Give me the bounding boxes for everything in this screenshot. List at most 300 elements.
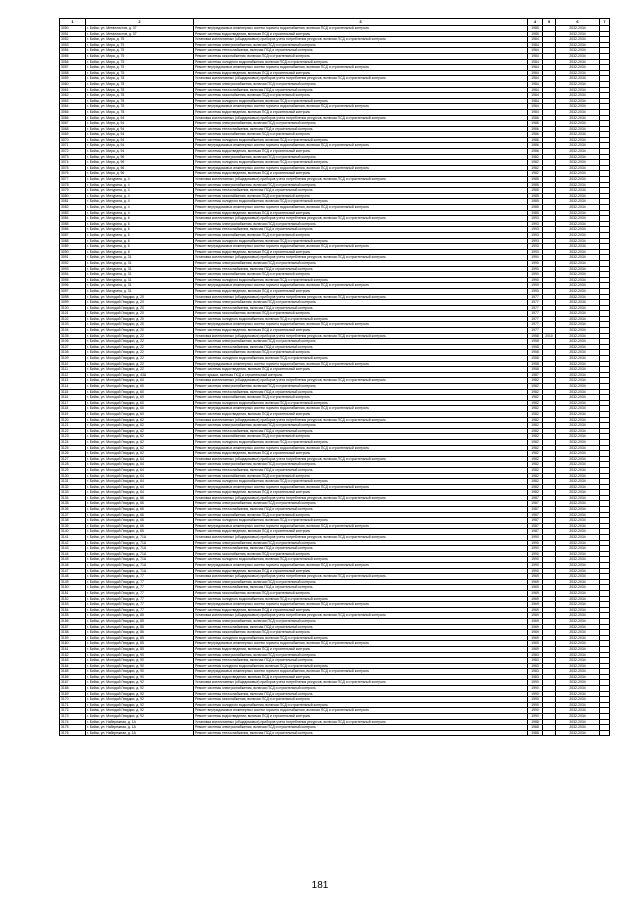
year-built-cell: 1982 bbox=[528, 411, 543, 417]
work-type-cell: Установка коллективных (общедомовых) приборов учета потребления ресурсов, включая ПСД и строительный контроль bbox=[194, 378, 528, 384]
year-built-cell: 1985 bbox=[528, 182, 543, 188]
address-cell: г. Бийск, ул. Молодой Гвардии, д. 62 bbox=[86, 428, 194, 434]
work-type-cell: Ремонт системы теплоснабжения, включая ПСД и строительный контроль bbox=[194, 428, 528, 434]
work-type-cell: Ремонт системы электроснабжения, включая ПСД и строительный контроль bbox=[194, 423, 528, 429]
work-type-cell: Ремонт внутридомовых инженерных систем горячего водоснабжения, включая ПСД и строительный контроль bbox=[194, 283, 528, 289]
address-cell: г. Бийск, ул. Молодой Гвардии, д. 62 bbox=[86, 451, 194, 457]
work-type-cell: Ремонт системы теплоснабжения, включая ПСД и строительный контроль bbox=[194, 730, 528, 736]
planned-period-cell: 2032-2034 bbox=[556, 149, 600, 155]
year-built-cell: 1990 bbox=[528, 691, 543, 697]
year-built-cell: 1990 bbox=[528, 277, 543, 283]
year-built-cell: 1982 bbox=[528, 165, 543, 171]
address-cell: г. Бийск, ул. Молодой Гвардии, д. 62 bbox=[86, 423, 194, 429]
year-built-cell: 1990 bbox=[528, 686, 543, 692]
address-cell: г. Бийск, ул. Молодой Гвардии, д. 85 bbox=[86, 613, 194, 619]
planned-period-cell: 2032-2034 bbox=[556, 177, 600, 183]
row-number-cell: 3136 bbox=[60, 507, 86, 513]
work-type-cell: Ремонт системы теплоснабжения, включая ПСД и строительный контроль bbox=[194, 585, 528, 591]
row-number-cell: 3112 bbox=[60, 372, 86, 378]
year-built-cell: 1984 bbox=[528, 104, 543, 110]
planned-period-cell: 2032-2034 bbox=[556, 719, 600, 725]
planned-period-cell: 2032-2034 bbox=[556, 333, 600, 339]
row-number-cell: 3056 bbox=[60, 59, 86, 65]
address-cell: г. Бийск, ул. Молодой Гвардии, д. 60 bbox=[86, 400, 194, 406]
work-type-cell: Ремонт системы электроснабжения, включая ПСД и строительный контроль bbox=[194, 81, 528, 87]
planned-period-cell: 2032-2034 bbox=[556, 529, 600, 535]
work-type-cell: Ремонт внутридомовых инженерных систем горячего водоснабжения, включая ПСД и строительный контроль bbox=[194, 65, 528, 71]
address-cell: г. Бийск, ул. Молодой Гвардии, д. 64 bbox=[86, 473, 194, 479]
work-type-cell: Установка коллективных (общедомовых) приборов учета потребления ресурсов, включая ПСД и строительный контроль bbox=[194, 216, 528, 222]
planned-period-cell: 2032-2034 bbox=[556, 512, 600, 518]
year-built-cell: 1958 bbox=[528, 350, 543, 356]
work-type-cell: Ремонт системы газоснабжения, включая ПСД и строительный контроль bbox=[194, 93, 528, 99]
address-cell: г. Бийск, ул. Молодой Гвардии, д. 64 bbox=[86, 484, 194, 490]
planned-period-cell: 2032-2034 bbox=[556, 109, 600, 115]
work-type-cell: Ремонт системы электроснабжения, включая ПСД и строительный контроль bbox=[194, 384, 528, 390]
address-cell: г. Бийск, ул. Мира, д. 94 bbox=[86, 132, 194, 138]
row-number-cell: 3146 bbox=[60, 563, 86, 569]
row-number-cell: 3086 bbox=[60, 227, 86, 233]
work-type-cell: Ремонт системы теплоснабжения, включая ПСД и строительный контроль bbox=[194, 624, 528, 630]
planned-period-cell: 2032-2034 bbox=[556, 635, 600, 641]
planned-period-cell: 2032-2034 bbox=[556, 378, 600, 384]
planned-period-cell: 2032-2034 bbox=[556, 400, 600, 406]
address-cell: г. Бийск, ул. Мира, д. 94 bbox=[86, 143, 194, 149]
planned-period-cell: 2032-2034 bbox=[556, 249, 600, 255]
planned-period-cell: 2032-2034 bbox=[556, 367, 600, 373]
address-cell: г. Бийск, ул. Молодой Гвардии, д. 22 bbox=[86, 333, 194, 339]
address-cell: г. Бийск, ул. Молодой Гвардии, д. 77 bbox=[86, 590, 194, 596]
work-type-cell: Установка коллективных (общедомовых) приборов учета потребления ресурсов, включая ПСД и строительный контроль bbox=[194, 574, 528, 580]
planned-period-cell: 2032-2034 bbox=[556, 439, 600, 445]
year-built-cell: 1986 bbox=[528, 126, 543, 132]
year-built-cell: 1986 bbox=[528, 132, 543, 138]
year-built-cell: 1987 bbox=[528, 512, 543, 518]
row-number-cell: 3159 bbox=[60, 635, 86, 641]
row-number-cell: 3073 bbox=[60, 154, 86, 160]
year-built-cell: 1969 bbox=[528, 574, 543, 580]
work-type-cell: Ремонт системы электроснабжения, включая ПСД и строительный контроль bbox=[194, 121, 528, 127]
address-cell: г. Бийск, ул. Мира, д. 96 bbox=[86, 165, 194, 171]
page-number: 181 bbox=[311, 880, 329, 891]
row-number-cell: 3117 bbox=[60, 400, 86, 406]
work-type-cell: Ремонт системы холодного водоснабжения, включая ПСД и строительный контроль bbox=[194, 439, 528, 445]
row-number-cell: 3175 bbox=[60, 725, 86, 731]
year-built-cell: 1987 bbox=[528, 495, 543, 501]
address-cell: г. Бийск, ул. Молодой Гвардии, д. 20 bbox=[86, 316, 194, 322]
year-built-cell: 1982 bbox=[528, 434, 543, 440]
row-number-cell: 3093 bbox=[60, 266, 86, 272]
work-type-cell: Ремонт системы теплоснабжения, включая ПСД и строительный контроль bbox=[194, 48, 528, 54]
address-cell: г. Бийск, ул. Молодой Гвардии, д. 85 bbox=[86, 618, 194, 624]
address-cell: г. Бийск, ул. Мира, д. 94 bbox=[86, 149, 194, 155]
work-type-cell: Ремонт системы холодного водоснабжения, включая ПСД и строительный контроль bbox=[194, 59, 528, 65]
address-cell: г. Бийск, ул. Молодой Гвардии, д. 71А bbox=[86, 557, 194, 563]
planned-period-cell: 2032-2034 bbox=[556, 121, 600, 127]
year-built-cell: 1969 bbox=[528, 579, 543, 585]
address-cell: г. Бийск, ул. Мичурина, д. 4 bbox=[86, 205, 194, 211]
work-type-cell: Ремонт системы электроснабжения, включая ПСД и строительный контроль bbox=[194, 652, 528, 658]
work-type-cell: Установка коллективных (общедомовых) приборов учета потребления ресурсов, включая ПСД и строительный контроль bbox=[194, 255, 528, 261]
planned-period-cell: 2032-2034 bbox=[556, 171, 600, 177]
planned-period-cell: 2032-2034 bbox=[556, 607, 600, 613]
planned-period-cell: 2032-2034 bbox=[556, 227, 600, 233]
address-cell: г. Бийск, ул. Молодой Гвардии, д. 92 bbox=[86, 714, 194, 720]
work-type-cell: Ремонт системы электроснабжения, включая ПСД и строительный контроль bbox=[194, 154, 528, 160]
year-built-cell: 1982 bbox=[528, 171, 543, 177]
work-type-cell: Ремонт внутридомовых инженерных систем горячего водоснабжения, включая ПСД и строительный контроль bbox=[194, 602, 528, 608]
row-number-cell: 3122 bbox=[60, 428, 86, 434]
year-built-cell: 1987 bbox=[528, 518, 543, 524]
address-cell: г. Бийск, ул. Молодой Гвардии, д. 77 bbox=[86, 596, 194, 602]
planned-period-cell: 2032-2034 bbox=[556, 53, 600, 59]
address-cell: г. Бийск, ул. Молодой Гвардии, д. 85 bbox=[86, 630, 194, 636]
row-number-cell: 3119 bbox=[60, 411, 86, 417]
year-built-cell: 1977 bbox=[528, 300, 543, 306]
column-header: 1 bbox=[60, 19, 86, 26]
planned-period-cell: 2032-2034 bbox=[556, 384, 600, 390]
address-cell: г. Бийск, ул. Молодой Гвардии, д. 62 bbox=[86, 439, 194, 445]
address-cell: г. Бийск, ул. Молодой Гвардии, д. 92 bbox=[86, 686, 194, 692]
year-built-cell: 1984 bbox=[528, 98, 543, 104]
row-number-cell: 3084 bbox=[60, 216, 86, 222]
work-type-cell: Ремонт системы газоснабжения, включая ПСД и строительный контроль bbox=[194, 395, 528, 401]
row-number-cell: 3063 bbox=[60, 98, 86, 104]
address-cell: г. Бийск, ул. Молодой Гвардии, д. 62 bbox=[86, 445, 194, 451]
address-cell: г. Бийск, ул. Мира, д. 78 bbox=[86, 93, 194, 99]
work-type-cell: Установка коллективных (общедомовых) приборов учета потребления ресурсов, включая ПСД и строительный контроль bbox=[194, 719, 528, 725]
year-built-cell: 1969 bbox=[528, 635, 543, 641]
year-built-cell: 1982 bbox=[528, 395, 543, 401]
planned-period-cell: 2032-2034 bbox=[556, 300, 600, 306]
planned-period-cell: 2032-2034 bbox=[556, 232, 600, 238]
planned-period-cell: 2032-2034 bbox=[556, 618, 600, 624]
row-number-cell: 3173 bbox=[60, 714, 86, 720]
work-type-cell: Ремонт системы газоснабжения, включая ПСД и строительный контроль bbox=[194, 311, 528, 317]
row-number-cell: 3171 bbox=[60, 702, 86, 708]
year-built-cell: 1990 bbox=[528, 680, 543, 686]
planned-period-cell: 2032-2034 bbox=[556, 199, 600, 205]
planned-period-cell: 2032-2034 bbox=[556, 37, 600, 43]
work-type-cell: Ремонт внутридомовых инженерных систем горячего водоснабжения, включая ПСД и строительный контроль bbox=[194, 143, 528, 149]
year-built-cell: 1987 bbox=[528, 523, 543, 529]
planned-period-cell: 2032-2034 bbox=[556, 328, 600, 334]
year-built-cell: 1990 bbox=[528, 260, 543, 266]
work-type-cell: Ремонт системы газоснабжения, включая ПСД и строительный контроль bbox=[194, 132, 528, 138]
address-cell: г. Бийск, ул. Мира, д. 78 bbox=[86, 76, 194, 82]
address-cell: г. Бийск, ул. Мира, д. 94 bbox=[86, 121, 194, 127]
row-number-cell: 3143 bbox=[60, 546, 86, 552]
work-type-cell: Ремонт системы теплоснабжения, включая ПСД и строительный контроль bbox=[194, 467, 528, 473]
year-built-cell: 1984 bbox=[528, 81, 543, 87]
row-number-cell: 3149 bbox=[60, 579, 86, 585]
row-number-cell: 3105 bbox=[60, 333, 86, 339]
address-cell: г. Бийск, ул. Молодой Гвардии, д. 77 bbox=[86, 607, 194, 613]
planned-period-cell: 2032-2034 bbox=[556, 674, 600, 680]
address-cell: г. Бийск, ул. Молодой Гвардии, д. 90 bbox=[86, 652, 194, 658]
work-type-cell: Ремонт системы холодного водоснабжения, включая ПСД и строительный контроль bbox=[194, 137, 528, 143]
planned-period-cell: 2032-2034 bbox=[556, 697, 600, 703]
address-cell: г. Бийск, ул. Молодой Гвардии, д. 92 bbox=[86, 691, 194, 697]
planned-period-cell: 2032-2034 bbox=[556, 26, 600, 32]
year-built-cell: 1985 bbox=[528, 199, 543, 205]
planned-period-cell: 2032-2034 bbox=[556, 288, 600, 294]
work-type-cell: Ремонт внутридомовых инженерных систем горячего водоснабжения, включая ПСД и строительный контроль bbox=[194, 322, 528, 328]
row-number-cell: 3121 bbox=[60, 423, 86, 429]
row-number-cell: 3145 bbox=[60, 557, 86, 563]
planned-period-cell: 2032-2034 bbox=[556, 193, 600, 199]
planned-period-cell: 2032-2034 bbox=[556, 423, 600, 429]
address-cell: г. Бийск, ул. Молодой Гвардии, д. 71А bbox=[86, 535, 194, 541]
row-number-cell: 3080 bbox=[60, 193, 86, 199]
work-type-cell: Ремонт системы холодного водоснабжения, включая ПСД и строительный контроль bbox=[194, 635, 528, 641]
row-number-cell: 3137 bbox=[60, 512, 86, 518]
planned-period-cell: 2032-2034 bbox=[556, 646, 600, 652]
work-type-cell: Ремонт системы газоснабжения, включая ПСД и строительный контроль bbox=[194, 53, 528, 59]
row-number-cell: 3176 bbox=[60, 730, 86, 736]
planned-period-cell: 2032-2034 bbox=[556, 535, 600, 541]
row-number-cell: 3108 bbox=[60, 350, 86, 356]
work-type-cell: Ремонт внутридомовых инженерных систем горячего водоснабжения, включая ПСД и строительный контроль bbox=[194, 523, 528, 529]
row-number-cell: 3141 bbox=[60, 535, 86, 541]
address-cell: г. Бийск, ул. Молодой Гвардии, д. 92 bbox=[86, 702, 194, 708]
address-cell: г. Бийск, ул. Мичурина, д. 31 bbox=[86, 272, 194, 278]
planned-period-cell: 2032-2034 bbox=[556, 76, 600, 82]
row-number-cell: 3142 bbox=[60, 540, 86, 546]
year-built-cell: 1969 bbox=[528, 618, 543, 624]
planned-period-cell: 2032-2034 bbox=[556, 669, 600, 675]
year-built-cell: 1983 bbox=[528, 663, 543, 669]
work-type-cell: Установка коллективных (общедомовых) приборов учета потребления ресурсов, включая ПСД и строительный контроль bbox=[194, 177, 528, 183]
row-number-cell: 3089 bbox=[60, 244, 86, 250]
year-built-cell: 1984 bbox=[528, 65, 543, 71]
row-number-cell: 3083 bbox=[60, 210, 86, 216]
work-type-cell: Ремонт системы холодного водоснабжения, включая ПСД и строительный контроль bbox=[194, 518, 528, 524]
row-number-cell: 3170 bbox=[60, 697, 86, 703]
work-type-cell: Ремонт системы водоотведения, включая ПСД и строительный контроль bbox=[194, 490, 528, 496]
year-built-cell: 1990 bbox=[528, 702, 543, 708]
planned-period-cell: 2032-2034 bbox=[556, 574, 600, 580]
year-built-cell: 1969 bbox=[528, 585, 543, 591]
planned-period-cell: 2032-2034 bbox=[556, 316, 600, 322]
planned-period-cell: 2032-2034 bbox=[556, 154, 600, 160]
year-built-cell: 1984 bbox=[528, 37, 543, 43]
year-built-cell: 1990 bbox=[528, 283, 543, 289]
planned-period-cell: 2032-2034 bbox=[556, 730, 600, 736]
planned-period-cell: 2032-2034 bbox=[556, 590, 600, 596]
work-type-cell: Ремонт системы электроснабжения, включая ПСД и строительный контроль bbox=[194, 501, 528, 507]
address-cell: г. Бийск, ул. Молодой Гвардии, д. 92 bbox=[86, 697, 194, 703]
address-cell: г. Бийск, ул. Молодой Гвардии, д. 85 bbox=[86, 646, 194, 652]
work-schedule-table bbox=[59, 18, 610, 736]
year-built-cell: 1982 bbox=[528, 423, 543, 429]
work-type-cell: Ремонт системы холодного водоснабжения, включая ПСД и строительный контроль bbox=[194, 663, 528, 669]
year-built-cell: 1983 bbox=[528, 652, 543, 658]
planned-period-cell: 2032-2034 bbox=[556, 652, 600, 658]
year-built-cell: 1969 bbox=[528, 602, 543, 608]
year-built-cell: 1984 bbox=[528, 76, 543, 82]
work-type-cell: Ремонт системы теплоснабжения, включая ПСД и строительный контроль bbox=[194, 87, 528, 93]
row-number-cell: 3078 bbox=[60, 182, 86, 188]
year-built-cell: 1982 bbox=[528, 160, 543, 166]
row-number-cell: 3068 bbox=[60, 126, 86, 132]
row-number-cell: 3162 bbox=[60, 652, 86, 658]
address-cell: г. Бийск, ул. Молодой Гвардии, д. 85 bbox=[86, 641, 194, 647]
row-number-cell: 3135 bbox=[60, 501, 86, 507]
address-cell: г. Бийск, ул. Молодой Гвардии, д. 90 bbox=[86, 674, 194, 680]
row-number-cell: 3163 bbox=[60, 658, 86, 664]
year-built-cell: 1993 bbox=[528, 244, 543, 250]
address-cell: г. Бийск, ул. Молодой Гвардии, д. 22 bbox=[86, 367, 194, 373]
work-type-cell: Ремонт внутридомовых инженерных систем горячего водоснабжения, включая ПСД и строительный контроль bbox=[194, 445, 528, 451]
address-cell: г. Бийск, ул. Мичурина, д. 4 bbox=[86, 188, 194, 194]
row-number-cell: 3150 bbox=[60, 585, 86, 591]
planned-period-cell: 2032-2034 bbox=[556, 361, 600, 367]
row-number-cell: 3125 bbox=[60, 445, 86, 451]
year-built-cell: 1969 bbox=[528, 613, 543, 619]
work-type-cell: Ремонт системы электроснабжения, включая ПСД и строительный контроль bbox=[194, 260, 528, 266]
row-number-cell: 3147 bbox=[60, 568, 86, 574]
year-built-cell: 1988 bbox=[528, 725, 543, 731]
year-built-cell: 1993 bbox=[528, 232, 543, 238]
year-built-cell: 1958 bbox=[528, 356, 543, 362]
address-cell: г. Бийск, ул. Молодой Гвардии, д. 22 bbox=[86, 339, 194, 345]
address-cell: г. Бийск, ул. Молодой Гвардии, д. 60 bbox=[86, 384, 194, 390]
address-cell: г. Бийск, ул. Молодой Гвардии, д. 66 bbox=[86, 507, 194, 513]
work-type-cell: Ремонт системы водоотведения, включая ПСД и строительный контроль bbox=[194, 367, 528, 373]
address-cell: г. Бийск, ул. Мичурина, д. 6 bbox=[86, 227, 194, 233]
row-number-cell: 3133 bbox=[60, 490, 86, 496]
planned-period-cell: 2032-2034 bbox=[556, 137, 600, 143]
address-cell: г. Бийск, ул. Молодой Гвардии, д. 22 bbox=[86, 350, 194, 356]
row-number-cell: 3052 bbox=[60, 37, 86, 43]
work-type-cell: Ремонт системы холодного водоснабжения, включая ПСД и строительный контроль bbox=[194, 277, 528, 283]
year-built-cell: 1984 bbox=[528, 70, 543, 76]
work-type-cell: Ремонт системы газоснабжения, включая ПСД и строительный контроль bbox=[194, 697, 528, 703]
row-number-cell: 3099 bbox=[60, 300, 86, 306]
address-cell: г. Бийск, ул. Мичурина, д. 4 bbox=[86, 193, 194, 199]
address-cell: г. Бийск, ул. Молодой Гвардии, д. 64 bbox=[86, 479, 194, 485]
year-built-cell: 1990 bbox=[528, 540, 543, 546]
address-cell: г. Бийск, ул. Набережная, д. 1А bbox=[86, 725, 194, 731]
work-type-cell: Ремонт системы водоотведения, включая ПСД и строительный контроль bbox=[194, 210, 528, 216]
planned-period-cell: 2032-2034 bbox=[556, 165, 600, 171]
planned-period-cell: 2032-2034 bbox=[556, 551, 600, 557]
row-number-cell: 3070 bbox=[60, 137, 86, 143]
row-number-cell: 3124 bbox=[60, 439, 86, 445]
row-number-cell: 3127 bbox=[60, 456, 86, 462]
year-built-cell: 1984 bbox=[528, 109, 543, 115]
year-built-cell: 1990 bbox=[528, 255, 543, 261]
work-type-cell: Установка коллективных (общедомовых) приборов учета потребления ресурсов, включая ПСД и строительный контроль bbox=[194, 115, 528, 121]
address-cell: г. Бийск, ул. Молодой Гвардии, д. 64 bbox=[86, 462, 194, 468]
year-built-cell: 1982 bbox=[528, 473, 543, 479]
address-cell: г. Бийск, ул. Молодой Гвардии, д. 90 bbox=[86, 663, 194, 669]
address-cell: г. Бийск, ул. Металлистов, д. 37 bbox=[86, 31, 194, 37]
row-number-cell: 3075 bbox=[60, 165, 86, 171]
row-number-cell: 3113 bbox=[60, 378, 86, 384]
planned-period-cell: 2032-2034 bbox=[556, 283, 600, 289]
address-cell: г. Бийск, ул. Молодой Гвардии, д. 77 bbox=[86, 579, 194, 585]
year-built-cell: 1982 bbox=[528, 428, 543, 434]
address-cell: г. Бийск, ул. Молодой Гвардии, д. 66 bbox=[86, 501, 194, 507]
address-cell: г. Бийск, ул. Мира, д. 78 bbox=[86, 81, 194, 87]
address-cell: г. Бийск, ул. Мира, д. 94 bbox=[86, 126, 194, 132]
address-cell: г. Бийск, ул. Молодой Гвардии, д. 20 bbox=[86, 322, 194, 328]
year-built-cell: 1982 bbox=[528, 445, 543, 451]
year-built-cell: 1982 bbox=[528, 479, 543, 485]
planned-period-cell: 2032-2034 bbox=[556, 277, 600, 283]
row-number-cell: 3157 bbox=[60, 624, 86, 630]
year-built-cell: 1985 bbox=[528, 31, 543, 37]
row-number-cell: 3092 bbox=[60, 260, 86, 266]
year-built-cell: 1958 bbox=[528, 361, 543, 367]
address-cell: г. Бийск, ул. Молодой Гвардии, д. 43А bbox=[86, 372, 194, 378]
row-number-cell: 3130 bbox=[60, 473, 86, 479]
planned-period-cell: 2032-2034 bbox=[556, 602, 600, 608]
year-built-cell: 1993 bbox=[528, 227, 543, 233]
planned-period-cell: 2032-2034 bbox=[556, 406, 600, 412]
year-built-cell: 1990 bbox=[528, 551, 543, 557]
row-number-cell: 3174 bbox=[60, 719, 86, 725]
work-type-cell: Установка коллективных (общедомовых) приборов учета потребления ресурсов, включая ПСД и строительный контроль bbox=[194, 37, 528, 43]
work-type-cell: Ремонт системы водоотведения, включая ПСД и строительный контроль bbox=[194, 674, 528, 680]
work-type-cell: Ремонт системы газоснабжения, включая ПСД и строительный контроль bbox=[194, 512, 528, 518]
work-type-cell: Ремонт системы газоснабжения, включая ПСД и строительный контроль bbox=[194, 590, 528, 596]
address-cell: г. Бийск, ул. Молодой Гвардии, д. 77 bbox=[86, 602, 194, 608]
address-cell: г. Бийск, ул. Мичурина, д. 31 bbox=[86, 283, 194, 289]
work-type-cell: Ремонт системы водоотведения, включая ПСД и строительный контроль bbox=[194, 451, 528, 457]
year-built-cell: 1969 bbox=[528, 646, 543, 652]
year-built-cell: 1969 bbox=[528, 630, 543, 636]
address-cell: г. Бийск, ул. Молодой Гвардии, д. 62 bbox=[86, 417, 194, 423]
row-number-cell: 3058 bbox=[60, 70, 86, 76]
address-cell: г. Бийск, ул. Мичурина, д. 31 bbox=[86, 260, 194, 266]
address-cell: г. Бийск, ул. Мира, д. 94 bbox=[86, 115, 194, 121]
year-built-cell: 1982 bbox=[528, 484, 543, 490]
planned-period-cell: 2032-2034 bbox=[556, 484, 600, 490]
work-type-cell: Ремонт системы газоснабжения, включая ПСД и строительный контроль bbox=[194, 551, 528, 557]
work-type-cell: Ремонт внутридомовых инженерных систем горячего водоснабжения, включая ПСД и строительный контроль bbox=[194, 244, 528, 250]
work-type-cell: Ремонт системы газоснабжения, включая ПСД и строительный контроль bbox=[194, 350, 528, 356]
work-type-cell: Установка коллективных (общедомовых) приборов учета потребления ресурсов, включая ПСД и строительный контроль bbox=[194, 613, 528, 619]
year-built-cell: 1984 bbox=[528, 42, 543, 48]
year-built-cell: 1990 bbox=[528, 535, 543, 541]
work-type-cell: Ремонт системы электроснабжения, включая ПСД и строительный контроль bbox=[194, 686, 528, 692]
row-number-cell: 3102 bbox=[60, 316, 86, 322]
planned-period-cell: 2032-2034 bbox=[556, 451, 600, 457]
address-cell: г. Бийск, ул. Молодой Гвардии, д. 66 bbox=[86, 495, 194, 501]
planned-period-cell: 2032-2034 bbox=[556, 216, 600, 222]
planned-period-cell: 2032-2034 bbox=[556, 395, 600, 401]
planned-period-cell: 2032-2034 bbox=[556, 294, 600, 300]
address-cell: г. Бийск, ул. Молодой Гвардии, д. 66 bbox=[86, 512, 194, 518]
address-cell: г. Бийск, ул. Молодой Гвардии, д. 20 bbox=[86, 305, 194, 311]
row-number-cell: 3131 bbox=[60, 479, 86, 485]
year-built-cell: 1983 bbox=[528, 669, 543, 675]
row-number-cell: 3106 bbox=[60, 339, 86, 345]
year-built-cell: 1958 bbox=[528, 367, 543, 373]
work-type-cell: Ремонт системы электроснабжения, включая ПСД и строительный контроль bbox=[194, 462, 528, 468]
planned-period-cell: 2032-2034 bbox=[556, 462, 600, 468]
year-built-cell: 1977 bbox=[528, 294, 543, 300]
row-number-cell: 3060 bbox=[60, 81, 86, 87]
address-cell: г. Бийск, ул. Мичурина, д. 4 bbox=[86, 210, 194, 216]
work-type-cell: Ремонт системы теплоснабжения, включая ПСД и строительный контроль bbox=[194, 266, 528, 272]
planned-period-cell: 2032-2034 bbox=[556, 93, 600, 99]
planned-period-cell: 2032-2034 bbox=[556, 630, 600, 636]
work-type-cell: Ремонт системы водоотведения, включая ПСД и строительный контроль bbox=[194, 109, 528, 115]
